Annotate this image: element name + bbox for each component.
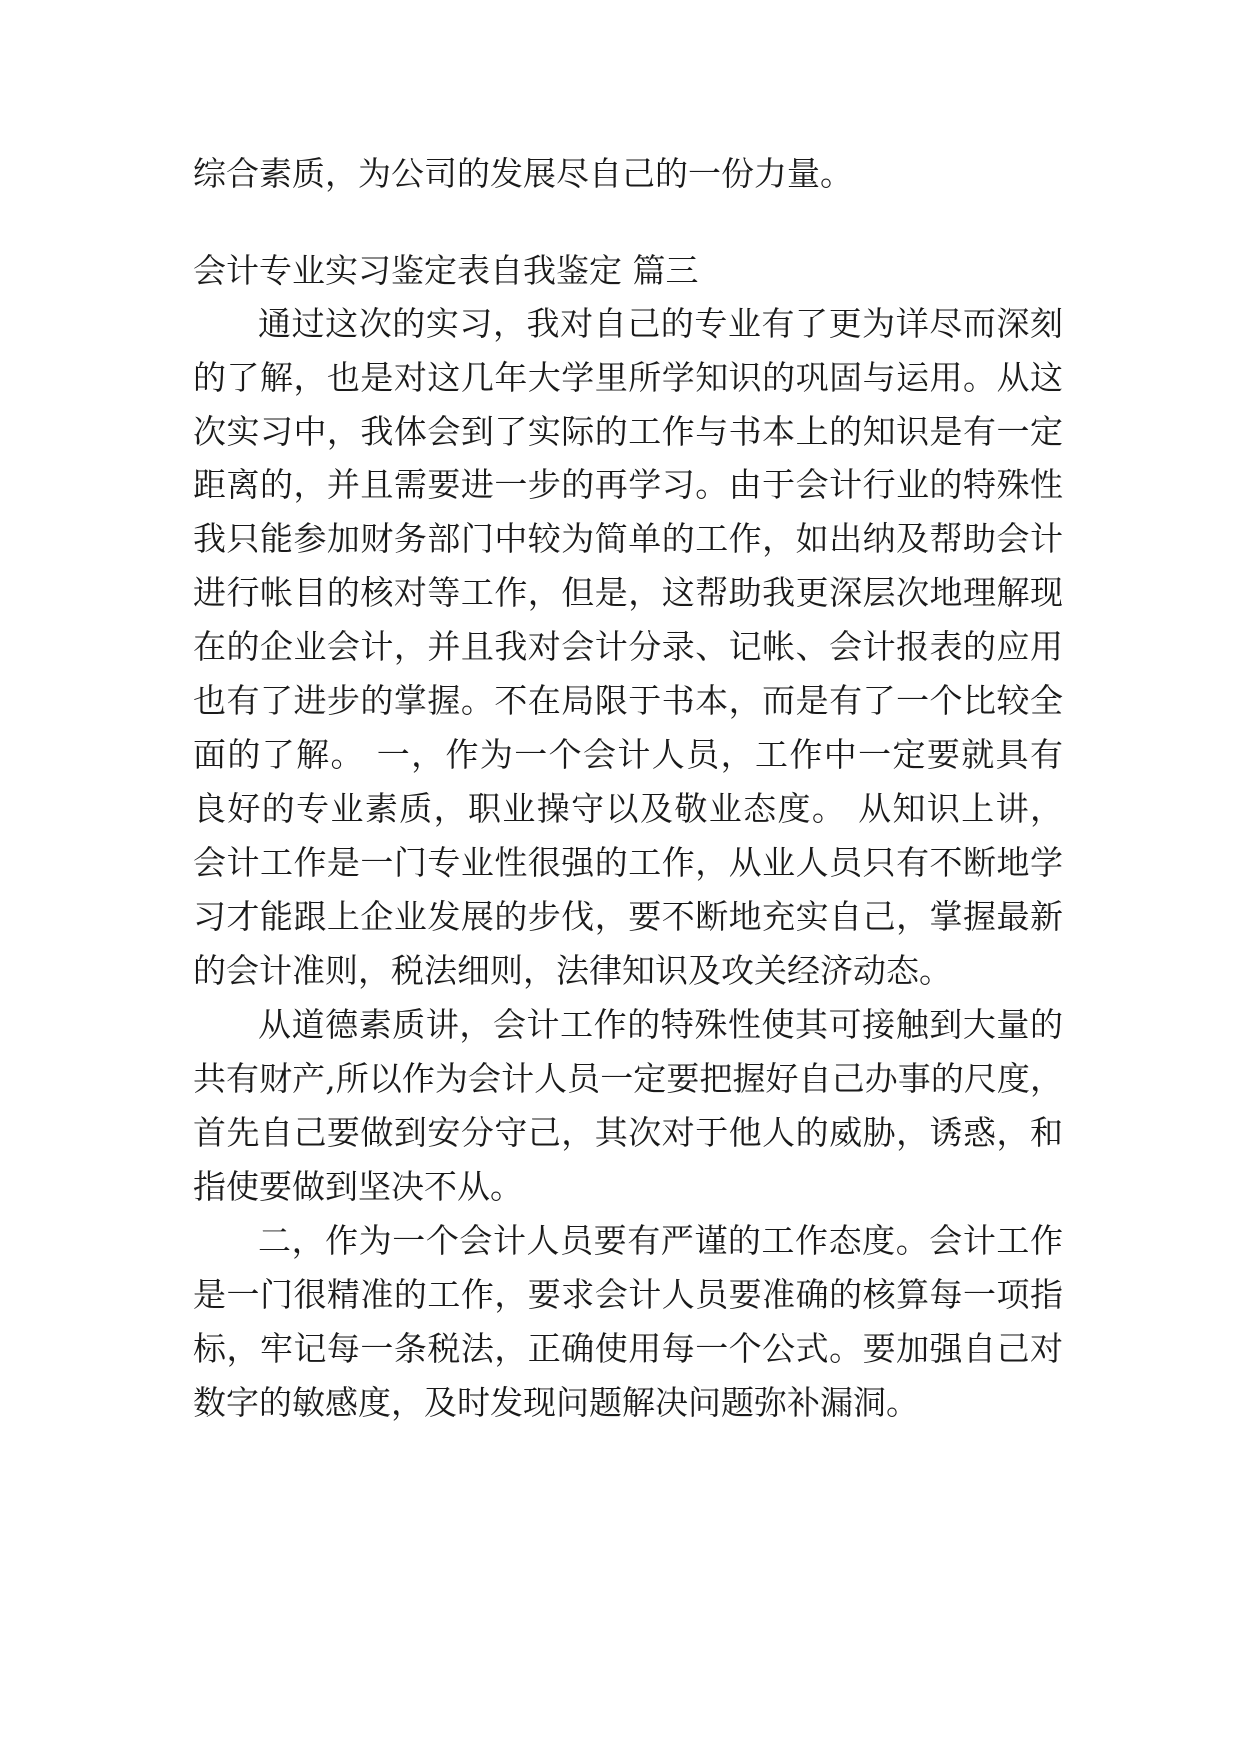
paragraph-1-line-9: 面的了解。 一，作为一个会计人员，工作中一定要就具有: [193, 735, 1063, 774]
paragraph-1-line-12: 习才能跟上企业发展的步伐，要不断地充实自己，掌握最新: [193, 897, 1063, 936]
paragraph-1-line-3: 次实习中，我体会到了实际的工作与书本上的知识是有一定: [193, 412, 1063, 451]
paragraph-1-line-13: 的会计准则，税法细则，法律知识及攻关经济动态。: [193, 951, 952, 990]
top-fragment-line: 综合素质，为公司的发展尽自己的一份力量。: [193, 154, 853, 193]
section-heading: 会计专业实习鉴定表自我鉴定 篇三: [193, 251, 699, 290]
paragraph-3-line-2: 是一门很精准的工作，要求会计人员要准确的核算每一项指: [193, 1275, 1063, 1314]
paragraph-3-line-1: 二，作为一个会计人员要有严谨的工作态度。会计工作: [258, 1221, 1063, 1260]
paragraph-3-line-4: 数字的敏感度，及时发现问题解决问题弥补漏洞。: [193, 1383, 919, 1422]
paragraph-1-line-6: 进行帐目的核对等工作，但是，这帮助我更深层次地理解现: [193, 573, 1063, 612]
paragraph-2-line-2: 共有财产,所以作为会计人员一定要把握好自己办事的尺度，: [193, 1059, 1063, 1098]
paragraph-1-line-5: 我只能参加财务部门中较为简单的工作，如出纳及帮助会计: [193, 519, 1063, 558]
paragraph-2-line-3: 首先自己要做到安分守己，其次对于他人的威胁，诱惑，和: [193, 1113, 1063, 1152]
paragraph-1-line-2: 的了解，也是对这几年大学里所学知识的巩固与运用。从这: [193, 358, 1063, 397]
paragraph-1-line-11: 会计工作是一门专业性很强的工作，从业人员只有不断地学: [193, 843, 1063, 882]
paragraph-3-line-3: 标，牢记每一条税法，正确使用每一个公式。要加强自己对: [193, 1329, 1063, 1368]
paragraph-2-line-1: 从道德素质讲，会计工作的特殊性使其可接触到大量的: [258, 1005, 1063, 1044]
paragraph-1-line-7: 在的企业会计，并且我对会计分录、记帐、会计报表的应用: [193, 627, 1063, 666]
paragraph-1-line-10: 良好的专业素质，职业操守以及敬业态度。 从知识上讲，: [193, 789, 1063, 828]
paragraph-2-line-4: 指使要做到坚决不从。: [193, 1167, 523, 1206]
paragraph-1-line-8: 也有了进步的掌握。不在局限于书本，而是有了一个比较全: [193, 681, 1063, 720]
paragraph-1-line-1: 通过这次的实习，我对自己的专业有了更为详尽而深刻: [258, 304, 1063, 343]
paragraph-1-line-4: 距离的，并且需要进一步的再学习。由于会计行业的特殊性: [193, 465, 1063, 504]
